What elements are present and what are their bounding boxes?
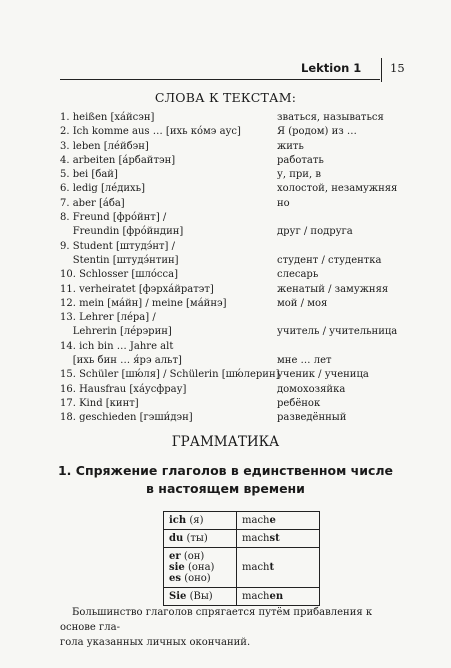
pronoun: ich: [169, 515, 187, 526]
vocab-row: [60, 383, 420, 397]
vocab-row: [60, 125, 420, 139]
vocab-german: 12. mein [ма́йн] / meine [ма́йнэ]: [60, 297, 227, 309]
vocab-russian: но: [277, 197, 290, 209]
vocab-row: [60, 211, 420, 225]
vocab-row: [60, 368, 420, 382]
vocab-row: [60, 111, 420, 125]
pronoun-cell: [164, 512, 237, 530]
vocab-row: [60, 354, 420, 368]
vocab-german: 1. heißen [ха́йсэн]: [60, 112, 155, 123]
vocab-german: 4. arbeiten [а́рбайтэн]: [60, 154, 176, 166]
verb-form-cell: [237, 588, 320, 606]
vocab-row: [60, 197, 420, 211]
vocab-russian: у, при, в: [277, 169, 321, 181]
pronoun-translation: (он): [183, 551, 205, 562]
paragraph-line: Большинство глаголов спрягается путём прибавления к основе гла-: [60, 607, 373, 633]
pronoun: Sie: [169, 591, 187, 602]
vocab-german: 16. Hausfrau [ха́усфрау]: [60, 383, 187, 395]
paragraph-line: гола указанных личных окончаний.: [60, 637, 251, 648]
vocab-row: [60, 397, 420, 411]
vocab-russian: жить: [277, 140, 304, 152]
verb-stem: mach: [242, 591, 270, 602]
conjugation-row-du: [164, 530, 320, 548]
conjugation-row-ich: [164, 512, 320, 530]
vocab-row: [60, 411, 420, 425]
pronoun-cell: [164, 548, 237, 588]
vocab-row: [60, 225, 420, 239]
vocab-german: 11. verheiratet [фэрха́йратэт]: [60, 283, 214, 295]
vocab-german: 18. geschieden [гэши́дэн]: [60, 412, 193, 424]
vocab-row: [60, 283, 420, 297]
vocab-russian: холостой, незамужняя: [277, 183, 398, 195]
pronoun-translation: (я): [189, 515, 204, 526]
vocab-german: 14. ich bin … Jahre alt: [60, 340, 174, 352]
vocab-german: Stentin [штудэ́нтин]: [60, 254, 179, 266]
vocab-german: [ихь бин … я́рэ альт]: [60, 355, 182, 367]
verb-ending: st: [269, 533, 280, 544]
vocab-row: [60, 311, 420, 325]
page-number: 15: [390, 61, 405, 75]
vocab-german: Lehrerin [ле́рэрин]: [60, 326, 172, 338]
verb-form-cell: [237, 530, 320, 548]
verb-stem: mach: [242, 562, 270, 573]
vocab-row: [60, 325, 420, 339]
vocab-russian: зваться, называться: [277, 112, 384, 123]
pronoun-translation: (ты): [186, 533, 208, 544]
verb-form-cell: [237, 512, 320, 530]
vocab-german: 13. Lehrer [ле́ра] /: [60, 312, 156, 324]
vocab-russian: учитель / учительница: [277, 326, 398, 338]
grammar-title: ГРАММАТИКА: [171, 434, 280, 450]
vocab-row: [60, 254, 420, 268]
vocab-russian: друг / подруга: [277, 226, 353, 238]
pronoun: du: [169, 533, 184, 544]
vocab-german: 9. Student [штудэ́нт] /: [60, 240, 176, 252]
vocab-list: [60, 111, 420, 426]
pronoun: er: [169, 551, 181, 562]
vocab-german: 10. Schlosser [шло́сса]: [60, 269, 178, 281]
vocab-row: [60, 168, 420, 182]
subsection-title: [0, 462, 451, 498]
pronoun-cell: [164, 530, 237, 548]
vocab-russian: мне … лет: [277, 355, 332, 367]
pronoun-translation: (Вы): [189, 591, 213, 602]
conjugation-row-er-sie-es: [164, 548, 320, 588]
vocab-russian: женатый / замужняя: [277, 283, 389, 295]
vocab-russian: Я (родом) из …: [277, 126, 357, 138]
vocab-row: [60, 297, 420, 311]
conjugation-row-Sie: [164, 588, 320, 606]
vocab-row: [60, 182, 420, 196]
conjugation-table: [163, 511, 320, 606]
vocab-row: [60, 154, 420, 168]
vocab-row: [60, 340, 420, 354]
vocab-russian: работать: [277, 154, 324, 166]
verb-ending: en: [269, 591, 284, 602]
vocab-russian: студент / студентка: [277, 254, 382, 266]
vocab-russian: разведённый: [277, 412, 347, 424]
vocab-german: 7. aber [а́ба]: [60, 197, 125, 209]
header-divider: [381, 58, 382, 82]
vocab-row: [60, 240, 420, 254]
verb-ending: e: [269, 515, 276, 526]
vocab-russian: домохозяйка: [277, 383, 346, 395]
grammar-paragraph: [60, 605, 390, 650]
vocab-row: [60, 268, 420, 282]
pronoun: sie: [169, 562, 185, 573]
vocab-german: 2. Ich komme aus … [ихь ко́мэ аус]: [60, 126, 241, 138]
vocab-row: [60, 140, 420, 154]
subsection-title-line2: в настоящем времени: [146, 481, 305, 496]
vocab-russian: ребёнок: [277, 397, 321, 409]
verb-ending: t: [269, 562, 275, 573]
pronoun-translation: (она): [187, 562, 215, 573]
pronoun-translation: (оно): [184, 573, 211, 584]
verb-stem: mach: [242, 533, 270, 544]
vocab-german: 3. leben [ле́йбэн]: [60, 140, 149, 152]
vocab-title: СЛОВА К ТЕКСТАМ:: [154, 90, 297, 105]
verb-stem: mach: [242, 515, 270, 526]
vocab-russian: мой / моя: [277, 297, 328, 309]
vocab-russian: ученик / ученица: [277, 369, 369, 381]
verb-form-cell: [237, 548, 320, 588]
pronoun: es: [169, 573, 181, 584]
subsection-title-line1: 1. Спряжение глаголов в единственном числе: [57, 463, 394, 478]
vocab-german: 8. Freund [фро́йнт] /: [60, 212, 167, 224]
vocab-russian: слесарь: [277, 269, 319, 281]
header-rule: [60, 79, 380, 80]
vocab-german: 17. Kind [кинт]: [60, 397, 139, 409]
vocab-german: 15. Schüler [шю́ля] / Schülerin [шю́лерин]: [60, 369, 280, 381]
vocab-german: 6. ledig [ле́дихь]: [60, 183, 145, 195]
lesson-label: Lektion 1: [301, 61, 362, 75]
pronoun-cell: [164, 588, 237, 606]
vocab-german: 5. bei [бай]: [60, 169, 118, 181]
vocab-german: Freundin [фро́йндин]: [60, 226, 184, 238]
